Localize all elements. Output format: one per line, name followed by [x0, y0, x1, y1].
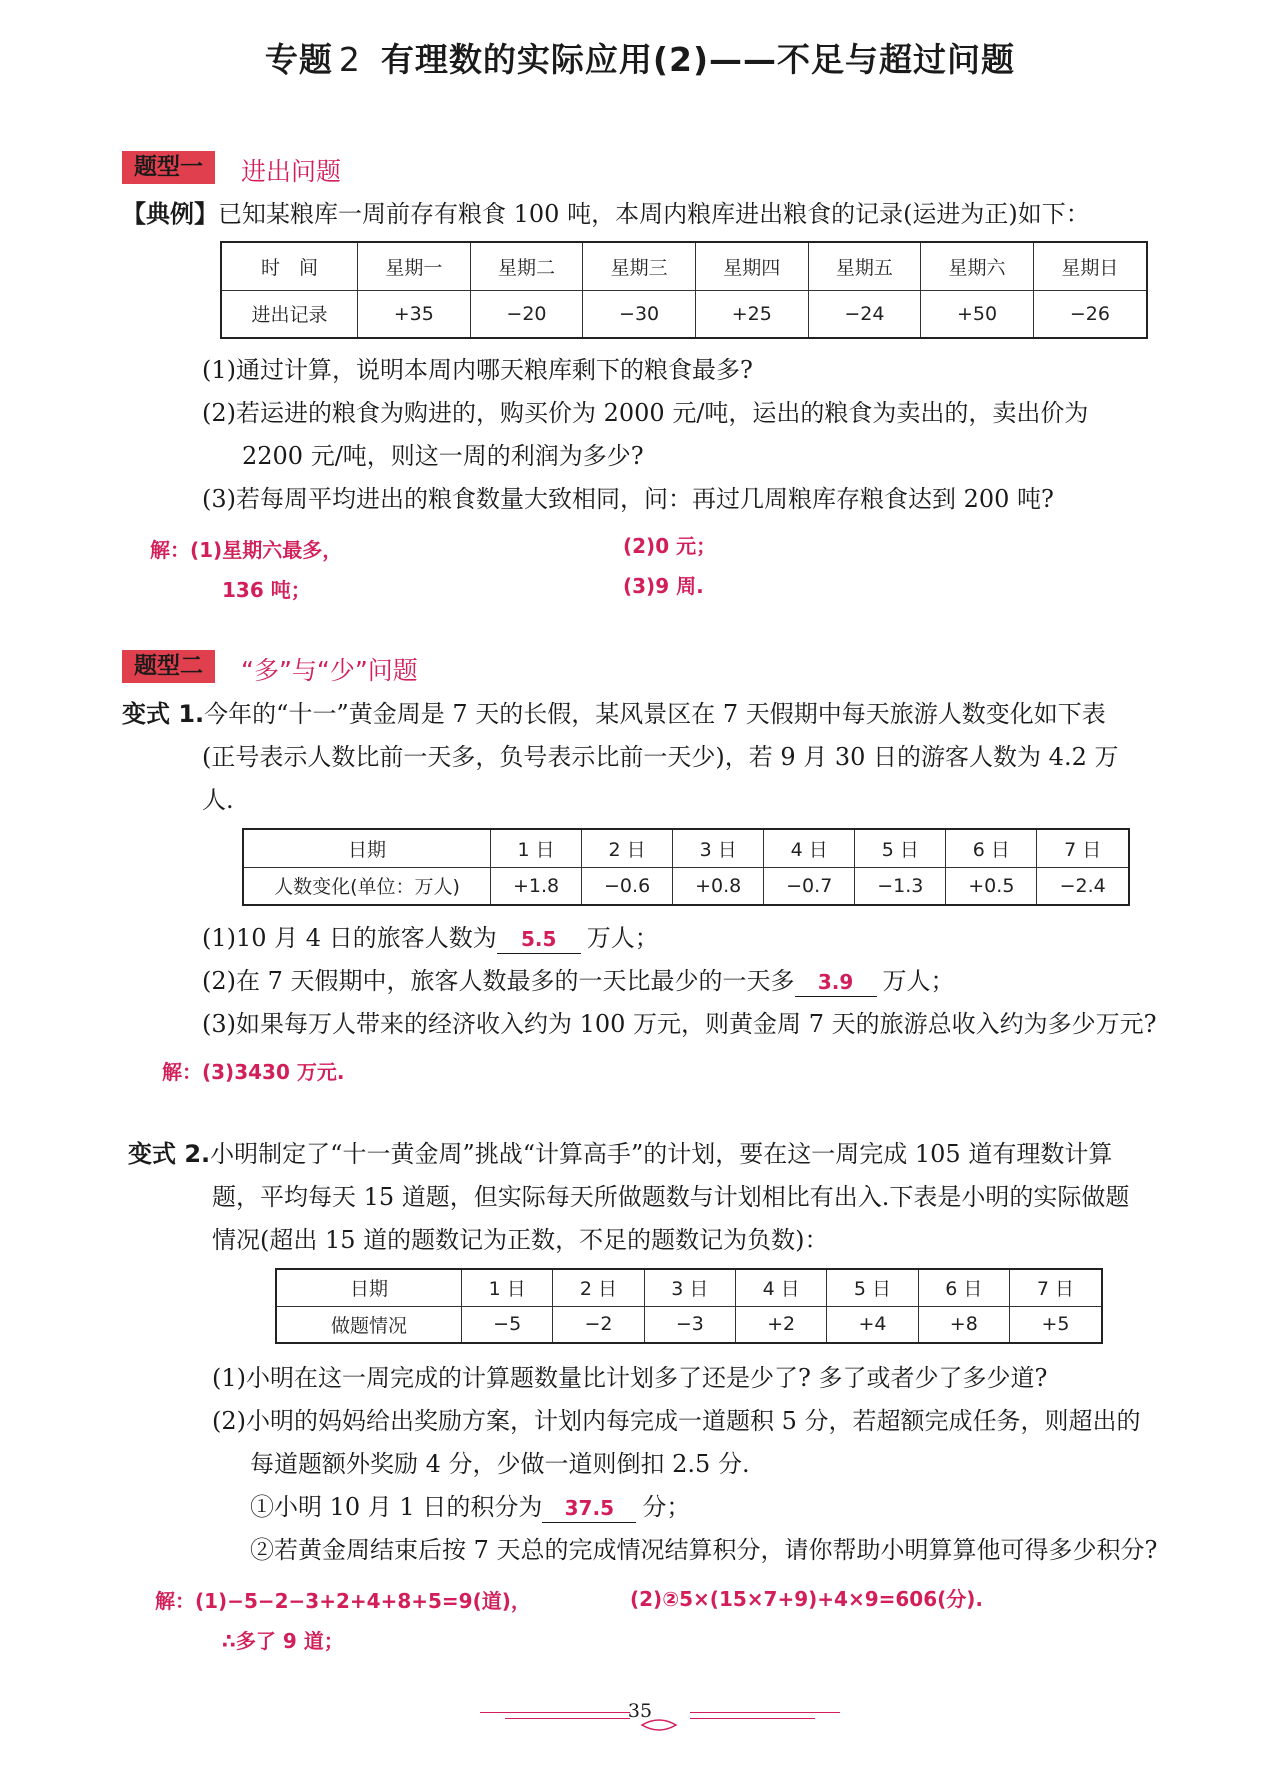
answer-1-value: 136 吨； — [222, 578, 311, 602]
variant-2-answer-2: (2)②5×(15×7+9)+4×9=606(分). — [630, 1587, 983, 1611]
problem-record-table — [275, 1268, 1103, 1344]
table-cell: −24 — [808, 290, 921, 338]
example-statement — [122, 198, 1090, 230]
table-cell: +50 — [921, 290, 1034, 338]
table-header-cell: 2 日 — [582, 829, 673, 867]
question-2-continued: 2200 元/吨，则这一周的利润为多少? — [242, 442, 644, 470]
section-tag: 题型一 — [122, 151, 215, 184]
table-header-cell: 1 日 — [462, 1269, 553, 1306]
page-number: 35 — [627, 1700, 653, 1722]
variant-label: 变式 1. — [122, 700, 205, 728]
answer-blank: 3.9 — [795, 968, 877, 997]
table-cell: −0.6 — [582, 867, 673, 905]
variant-1-question-2 — [202, 965, 955, 997]
table-cell: −2 — [553, 1306, 644, 1343]
table-cell: −30 — [583, 290, 696, 338]
table-cell: −2.4 — [1037, 867, 1129, 905]
table-cell: +0.5 — [946, 867, 1037, 905]
table-header-cell: 星期日 — [1033, 242, 1147, 290]
variant-1-answer-3: 解：(3)3430 万元. — [162, 1060, 345, 1084]
variant-1-question-3: (3)如果每万人带来的经济收入约为 100 万元，则黄金周 7 天的旅游总收入约为多少万元? — [202, 1010, 1157, 1038]
tourist-change-table — [242, 828, 1130, 906]
table-cell: +1.8 — [491, 867, 582, 905]
table-cell: −3 — [644, 1306, 735, 1343]
table-cell: +5 — [1009, 1306, 1102, 1343]
question-text: (2)在 7 天假期中，旅客人数最多的一天比最少的一天多 — [202, 967, 795, 995]
table-header-cell: 星期三 — [583, 242, 696, 290]
table-header-cell: 6 日 — [918, 1269, 1009, 1306]
table-header-cell: 1 日 — [491, 829, 582, 867]
question-text: 万人； — [882, 967, 955, 995]
table-cell: +8 — [918, 1306, 1009, 1343]
answer-blank: 37.5 — [542, 1494, 636, 1523]
section-title: 进出问题 — [241, 156, 342, 186]
table-cell: +25 — [695, 290, 808, 338]
variant-1-line-2: (正号表示人数比前一天多，负号表示比前一天少)，若 9 月 30 日的游客人数为 4.2 万 — [202, 743, 1119, 771]
table-header-cell: 日期 — [276, 1269, 462, 1306]
table-header-cell: 星期五 — [808, 242, 921, 290]
table-header-cell: 星期二 — [470, 242, 583, 290]
section-tag: 题型二 — [122, 650, 215, 683]
title-text: 有理数的实际应用(2)——不足与超过问题 — [380, 40, 1016, 79]
table-cell: 做题情况 — [276, 1306, 462, 1343]
page-title — [0, 34, 1280, 81]
variant-2-line-3: 情况(超出 15 道的题数记为正数，不足的题数记为负数)： — [212, 1226, 829, 1254]
table-header-cell: 星期四 — [695, 242, 808, 290]
table-header-cell: 3 日 — [644, 1269, 735, 1306]
grain-record-table — [220, 241, 1148, 339]
table-cell: +35 — [358, 290, 471, 338]
table-header-cell: 时 间 — [221, 242, 358, 290]
variant-1-line-3: 人. — [202, 786, 234, 814]
variant-label: 变式 2. — [128, 1140, 211, 1168]
example-label: 【典例】 — [122, 200, 218, 228]
variant-text: 小明制定了“十一黄金周”挑战“计算高手”的计划，要在这一周完成 105 道有理数计算 — [210, 1140, 1113, 1168]
table-cell: 进出记录 — [221, 290, 358, 338]
variant-text: 今年的“十一”黄金周是 7 天的长假，某风景区在 7 天假期中每天旅游人数变化如下表 — [204, 700, 1106, 728]
variant-2-answer-1: 解：(1)−5−2−3+2+4+8+5=9(道)， — [155, 1589, 531, 1613]
example-text: 已知某粮库一周前存有粮食 100 吨，本周内粮库进出粮食的记录(运进为正)如下： — [218, 200, 1090, 228]
table-cell: +4 — [827, 1306, 918, 1343]
table-header-cell: 4 日 — [735, 1269, 826, 1306]
table-cell: −1.3 — [855, 867, 946, 905]
table-header-cell: 5 日 — [827, 1269, 918, 1306]
table-header-cell: 星期一 — [358, 242, 471, 290]
table-header-cell: 3 日 — [673, 829, 764, 867]
table-cell: 人数变化(单位：万人) — [243, 867, 491, 905]
table-header-cell: 星期六 — [921, 242, 1034, 290]
section-header-1 — [122, 151, 341, 188]
variant-2-answer-1-conclusion: ∴多了 9 道； — [222, 1629, 344, 1653]
title-prefix: 专题 — [264, 40, 333, 79]
question-text: 分； — [642, 1493, 691, 1521]
title-number: 2 — [338, 40, 361, 79]
table-cell: +2 — [735, 1306, 826, 1343]
table-header-cell: 7 日 — [1009, 1269, 1102, 1306]
answer-1: 解：(1)星期六最多， — [150, 538, 343, 562]
table-cell: −26 — [1033, 290, 1147, 338]
table-header-cell: 7 日 — [1037, 829, 1129, 867]
question-3: (3)若每周平均进出的粮食数量大致相同，问：再过几周粮库存粮食达到 200 吨? — [202, 485, 1054, 513]
question-text: ①小明 10 月 1 日的积分为 — [250, 1493, 543, 1521]
table-header-cell: 5 日 — [855, 829, 946, 867]
question-text: 万人； — [586, 924, 659, 952]
variant-1-line-1 — [122, 698, 1106, 730]
variant-2-question-2-part-1 — [250, 1491, 690, 1523]
section-title: “多”与“少”问题 — [241, 655, 418, 685]
table-cell: −0.7 — [764, 867, 855, 905]
variant-2-question-2: (2)小明的妈妈给出奖励方案，计划内每完成一道题积 5 分，若超额完成任务，则超出的 — [212, 1407, 1141, 1435]
table-header-cell: 6 日 — [946, 829, 1037, 867]
variant-2-line-2: 题，平均每天 15 道题，但实际每天所做题数与计划相比有出入.下表是小明的实际做题 — [212, 1183, 1130, 1211]
table-cell: +0.8 — [673, 867, 764, 905]
variant-1-question-1 — [202, 922, 659, 954]
answer-2: (2)0 元； — [623, 534, 717, 558]
answer-blank: 5.5 — [497, 925, 581, 954]
table-header-cell: 2 日 — [553, 1269, 644, 1306]
variant-2-question-1: (1)小明在这一周完成的计算题数量比计划多了还是少了? 多了或者少了多少道? — [212, 1364, 1048, 1392]
table-cell: −20 — [470, 290, 583, 338]
table-cell: −5 — [462, 1306, 553, 1343]
question-text: (1)10 月 4 日的旅客人数为 — [202, 924, 497, 952]
table-header-cell: 日期 — [243, 829, 491, 867]
variant-2-line-1 — [128, 1138, 1112, 1170]
section-header-2 — [122, 650, 418, 687]
variant-2-question-2-continued: 每道题额外奖励 4 分，少做一道则倒扣 2.5 分. — [250, 1450, 750, 1478]
question-2: (2)若运进的粮食为购进的，购买价为 2000 元/吨，运出的粮食为卖出的，卖出价为 — [202, 399, 1089, 427]
answer-3: (3)9 周. — [623, 574, 704, 598]
variant-2-question-2-part-2: ②若黄金周结束后按 7 天总的完成情况结算积分，请你帮助小明算算他可得多少积分? — [250, 1536, 1158, 1564]
table-header-cell: 4 日 — [764, 829, 855, 867]
question-1: (1)通过计算，说明本周内哪天粮库剩下的粮食最多? — [202, 356, 753, 384]
